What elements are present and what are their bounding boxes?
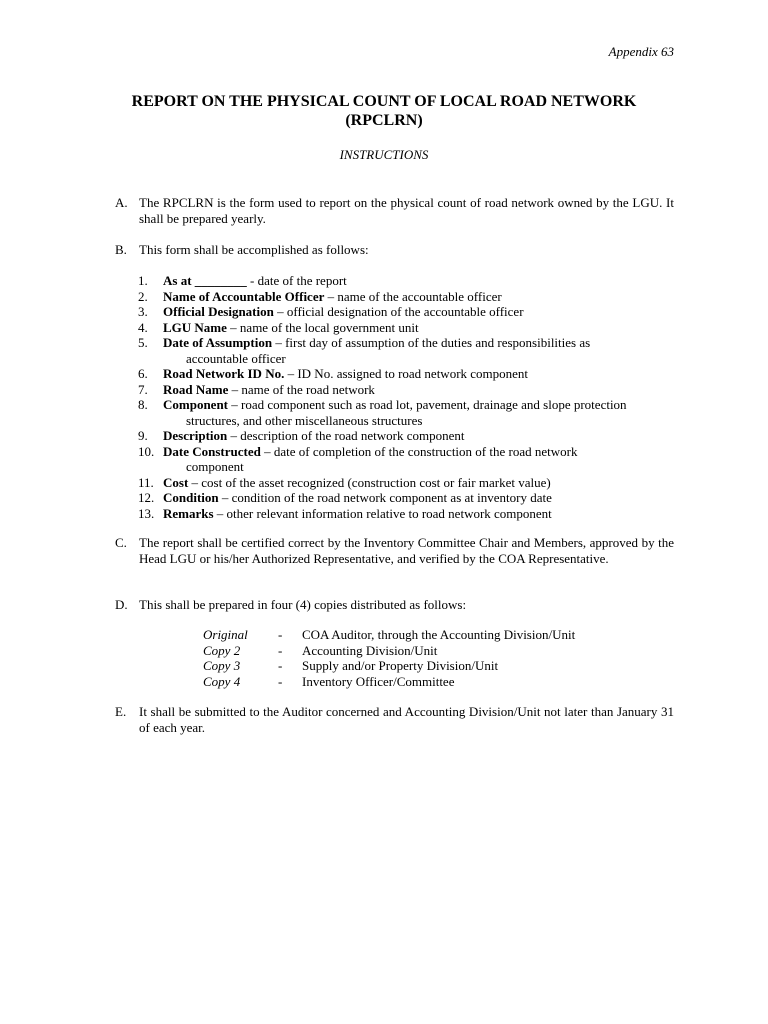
list-item [138, 273, 678, 289]
copy-row [203, 627, 575, 643]
item-label: Description [163, 428, 228, 443]
list-item [138, 428, 678, 444]
item-number: 5. [138, 335, 148, 350]
item-label: Name of Accountable Officer [163, 288, 325, 304]
item-number: 11. [138, 474, 154, 490]
item-number: 10. [138, 443, 155, 459]
section-a [115, 195, 674, 226]
copies-distribution [203, 627, 575, 689]
list-item [138, 366, 678, 382]
section-letter: A. [115, 195, 128, 210]
section-letter: B. [115, 242, 127, 257]
copy-recipient: Accounting Division/Unit [302, 642, 438, 658]
item-number: 7. [138, 381, 148, 397]
item-description: – description of the road network component [227, 428, 465, 443]
item-number: 13. [138, 505, 155, 521]
list-item [138, 506, 678, 522]
item-label: Date of Assumption [163, 335, 273, 350]
section-letter: C. [115, 535, 127, 550]
item-description: – official designation of the accountable officer [273, 304, 524, 319]
item-number: 12. [138, 490, 155, 505]
item-description: – date of completion of the construction of the road network [260, 443, 578, 459]
item-number: 6. [138, 366, 148, 381]
title-line-2: (RPCLRN) [345, 112, 423, 129]
item-label: Remarks [163, 505, 214, 521]
page-title [0, 92, 768, 130]
item-description: – name of the accountable officer [324, 288, 502, 304]
section-d [115, 597, 674, 613]
copy-row [203, 643, 575, 659]
copy-dash: - [278, 642, 283, 658]
section-b [115, 242, 674, 258]
list-item [138, 444, 678, 475]
copy-recipient: COA Auditor, through the Accounting Division/Unit [302, 627, 576, 642]
item-label: Official Designation [163, 304, 274, 319]
item-number: 4. [138, 319, 148, 335]
list-item [138, 475, 678, 491]
item-number: 8. [138, 397, 148, 412]
copy-name: Copy 4 [203, 673, 241, 689]
item-label: Cost [163, 474, 189, 490]
item-label: Date Constructed [163, 443, 261, 459]
item-continuation: component [186, 459, 244, 474]
item-number: 9. [138, 428, 148, 443]
section-letter: D. [115, 597, 128, 612]
list-item [138, 320, 678, 336]
list-item [138, 490, 678, 506]
copy-dash: - [278, 627, 283, 642]
item-description: – other relevant information relative to road network component [213, 505, 552, 521]
item-description: – cost of the asset recognized (construction cost or fair market value) [188, 474, 551, 490]
list-item [138, 335, 678, 366]
item-label: Condition [163, 490, 219, 505]
copy-recipient: Inventory Officer/Committee [302, 673, 455, 689]
section-text: The report shall be certified correct by the Inventory Committee Chair and Members, approved by the Head LGU or his/her Authorized Representative, and verified by the COA Representative. [139, 535, 674, 566]
section-e [115, 704, 674, 735]
item-description: – ID No. assigned to road network component [284, 366, 529, 381]
section-text: This shall be prepared in four (4) copies distributed as follows: [139, 597, 467, 612]
section-letter: E. [115, 704, 127, 719]
item-label: Component [163, 397, 229, 412]
section-c [115, 535, 674, 566]
copy-row [203, 658, 575, 674]
item-label: Road Network ID No. [163, 366, 285, 381]
item-description: – road component such as road lot, pavement, drainage and slope protection [228, 397, 627, 412]
field-list [138, 273, 678, 521]
list-item [138, 304, 678, 320]
section-text: The RPCLRN is the form used to report on the physical count of road network owned by the LGU. It shall be prepared yearly. [139, 195, 674, 226]
item-number: 3. [138, 304, 148, 319]
copy-dash: - [278, 673, 283, 689]
copy-name: Copy 3 [203, 658, 241, 673]
instructions-heading: INSTRUCTIONS [339, 147, 429, 162]
appendix-label: Appendix 63 [608, 44, 674, 59]
list-item [138, 397, 678, 428]
item-description: – name of the road network [228, 381, 375, 397]
item-description: – condition of the road network component as at inventory date [218, 490, 552, 505]
item-number: 1. [138, 273, 148, 288]
section-text: It shall be submitted to the Auditor concerned and Accounting Division/Unit not later than January 31 of each year. [139, 704, 674, 735]
copy-dash: - [278, 658, 283, 673]
copy-name: Original [203, 627, 248, 642]
item-label: As at ________ [163, 273, 247, 288]
item-description: – name of the local government unit [226, 319, 419, 335]
title-line-1: REPORT ON THE PHYSICAL COUNT OF LOCAL ROAD NETWORK [131, 93, 637, 110]
item-continuation: structures, and other miscellaneous structures [186, 412, 423, 428]
list-item [138, 382, 678, 398]
item-description: - date of the report [246, 273, 347, 288]
section-text: This form shall be accomplished as follows: [139, 242, 369, 257]
item-description: – first day of assumption of the duties and responsibilities as [272, 335, 591, 350]
item-label: Road Name [163, 381, 229, 397]
copy-recipient: Supply and/or Property Division/Unit [302, 658, 499, 673]
item-continuation: accountable officer [186, 350, 286, 366]
item-number: 2. [138, 288, 148, 304]
copy-row [203, 674, 575, 690]
list-item [138, 289, 678, 305]
item-label: LGU Name [163, 319, 227, 335]
copy-name: Copy 2 [203, 642, 241, 658]
